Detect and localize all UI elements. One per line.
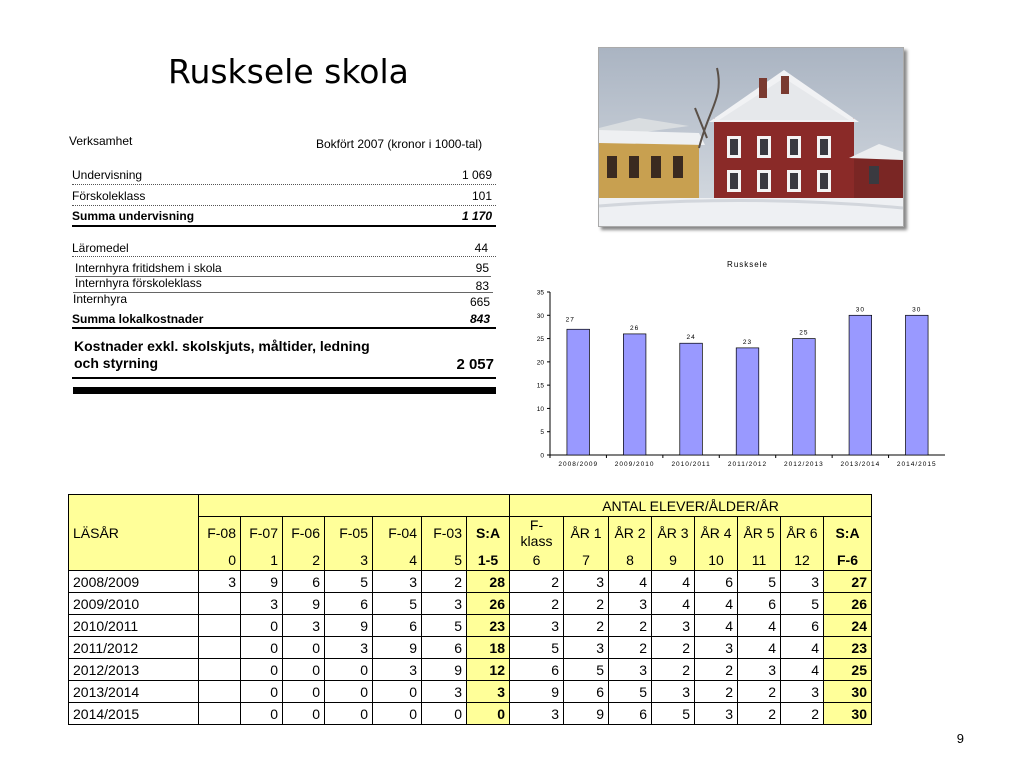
age-header-cell: 9 (652, 549, 695, 571)
age-header-cell: 2 (283, 549, 325, 571)
group-header-cell: ÅR 6 (781, 517, 824, 550)
table-cell: 6 (283, 571, 325, 593)
table-cell: 6 (373, 615, 422, 637)
page-number: 9 (956, 731, 964, 746)
table-cell: 3 (283, 615, 325, 637)
finance-total-label-line1: Kostnader exkl. skolskjuts, måltider, ledning (74, 338, 370, 354)
table-cell: 2 (510, 571, 564, 593)
table-cell: 9 (283, 593, 325, 615)
bar-value-label: 25 (799, 329, 809, 337)
table-cell (199, 703, 241, 725)
table-row (69, 637, 872, 659)
finance-row-value: 44 (474, 241, 488, 255)
chart-bar (567, 329, 590, 455)
table-cell: 3 (510, 615, 564, 637)
finance-subtotal-row (72, 209, 496, 227)
table-cell: 3 (564, 571, 609, 593)
table-cell: 6 (738, 593, 781, 615)
group-header-cell: F-klass (510, 517, 564, 550)
group-header-cell: F-03 (422, 517, 467, 550)
chart-bar (849, 315, 872, 455)
finance-row-label: Internhyra fritidshem i skola (75, 261, 222, 275)
table-cell: 4 (738, 637, 781, 659)
table-cell: 4 (652, 593, 695, 615)
table-row (69, 659, 872, 681)
finance-total-value: 2 057 (456, 356, 494, 373)
table-cell: 3 (510, 703, 564, 725)
table-cell: 28 (467, 571, 510, 593)
table-cell: 23 (467, 615, 510, 637)
table-cell: 0 (467, 703, 510, 725)
table-cell: 2 (422, 571, 467, 593)
group-header-cell: F-07 (241, 517, 283, 550)
row-year: 2014/2015 (69, 703, 199, 725)
table-cell: 3 (422, 681, 467, 703)
table-cell: 2 (781, 703, 824, 725)
finance-bottom-bar (73, 387, 496, 394)
table-cell: 3 (609, 659, 652, 681)
table-cell: 2 (695, 659, 738, 681)
row-year: 2008/2009 (69, 571, 199, 593)
table-cell: 3 (467, 681, 510, 703)
table-cell: 0 (241, 681, 283, 703)
chart-bar (906, 315, 929, 455)
finance-row-value: 1 170 (461, 209, 492, 223)
finance-row (75, 261, 491, 275)
table-cell: 2 (564, 615, 609, 637)
table-cell: 0 (241, 615, 283, 637)
table-cell: 0 (325, 681, 373, 703)
table-cell: 0 (241, 637, 283, 659)
table-cell: 3 (422, 593, 467, 615)
table-cell: 9 (564, 703, 609, 725)
table-cell: 4 (695, 593, 738, 615)
table-header-row (69, 495, 872, 517)
table-cell: 3 (652, 615, 695, 637)
age-header-cell: 12 (781, 549, 824, 571)
table-cell: 6 (325, 593, 373, 615)
table-cell: 0 (373, 681, 422, 703)
table-cell: 3 (609, 593, 652, 615)
table-cell: 0 (325, 703, 373, 725)
table-cell: 2 (652, 637, 695, 659)
table-cell: 3 (781, 571, 824, 593)
y-tick-label: 30 (536, 312, 544, 320)
table-cell: 3 (373, 659, 422, 681)
table-cell: 9 (422, 659, 467, 681)
table-cell: 9 (510, 681, 564, 703)
chart-bar (680, 343, 703, 455)
y-tick-label: 0 (540, 452, 544, 460)
y-tick-label: 25 (536, 336, 544, 344)
table-cell: 3 (325, 637, 373, 659)
table-cell: 3 (738, 659, 781, 681)
table-cell: 12 (467, 659, 510, 681)
x-tick-label: 2012/2013 (784, 461, 824, 468)
table-cell: 6 (695, 571, 738, 593)
bar-value-label: 26 (630, 324, 640, 332)
finance-row (72, 241, 496, 257)
age-header-cell: 10 (695, 549, 738, 571)
table-cell: 27 (824, 571, 872, 593)
school-photo-illustration (599, 48, 903, 226)
table-cell: 0 (241, 703, 283, 725)
age-header-cell: 0 (199, 549, 241, 571)
age-header-cell: 11 (738, 549, 781, 571)
y-tick-label: 10 (536, 405, 544, 413)
finance-row-label: Läromedel (72, 241, 129, 255)
finance-row-value: 83 (475, 279, 489, 293)
group-header-cell: ÅR 3 (652, 517, 695, 550)
group-header-cell: S:A (824, 517, 872, 550)
bar-value-label: 30 (912, 306, 922, 314)
finance-row-label: Internhyra (73, 292, 128, 306)
chart-bar (623, 334, 646, 455)
table-cell: 5 (652, 703, 695, 725)
chart-bar (793, 339, 816, 455)
table-cell: 2 (738, 703, 781, 725)
table-cell: 0 (325, 659, 373, 681)
finance-header-booked: Bokfört 2007 (kronor i 1000-tal) (316, 137, 483, 151)
group-header-cell: F-04 (373, 517, 422, 550)
bar-value-label: 30 (855, 306, 865, 314)
finance-total-label (74, 338, 494, 372)
age-header-cell: F-6 (824, 549, 872, 571)
table-cell: 0 (283, 659, 325, 681)
table-cell: 4 (695, 615, 738, 637)
table-cell: 23 (824, 637, 872, 659)
table-row (69, 681, 872, 703)
age-header-cell: 3 (325, 549, 373, 571)
group-header-cell: F-06 (283, 517, 325, 550)
x-tick-label: 2010/2011 (671, 461, 711, 468)
table-cell: 2 (738, 681, 781, 703)
table-cell: 5 (781, 593, 824, 615)
age-header-cell: 5 (422, 549, 467, 571)
table-cell: 0 (283, 681, 325, 703)
table-cell: 6 (422, 637, 467, 659)
table-cell (199, 637, 241, 659)
group-header-cell: F-08 (199, 517, 241, 550)
table-cell: 4 (738, 615, 781, 637)
table-cell: 6 (781, 615, 824, 637)
age-header-cell: 6 (510, 549, 564, 571)
finance-row (73, 292, 493, 308)
finance-subtotal-row (72, 312, 496, 329)
table-cell (199, 659, 241, 681)
finance-row-label: Summa lokalkostnader (72, 312, 204, 326)
table-cell: 3 (781, 681, 824, 703)
table-cell: 4 (652, 571, 695, 593)
table-cell: 26 (467, 593, 510, 615)
finance-row-value: 95 (475, 261, 489, 275)
table-cell: 0 (241, 659, 283, 681)
y-tick-label: 15 (536, 382, 544, 390)
table-row (69, 703, 872, 725)
table-row (69, 571, 872, 593)
page-title: Rusksele skola (168, 52, 409, 91)
finance-total-divider (72, 377, 496, 379)
row-year: 2012/2013 (69, 659, 199, 681)
x-tick-label: 2011/2012 (727, 461, 768, 468)
table-cell: 26 (824, 593, 872, 615)
table-cell: 2 (564, 593, 609, 615)
finance-row-label: Förskoleklass (72, 189, 146, 203)
table-cell (199, 681, 241, 703)
group-header-cell: ÅR 2 (609, 517, 652, 550)
row-year: 2011/2012 (69, 637, 199, 659)
finance-row (72, 189, 496, 206)
group-header-cell: ÅR 5 (738, 517, 781, 550)
table-cell: 3 (241, 593, 283, 615)
group-header-cell: ÅR 4 (695, 517, 738, 550)
table-cell: 0 (283, 637, 325, 659)
table-cell: 5 (422, 615, 467, 637)
table-cell: 6 (564, 681, 609, 703)
finance-row-label: Internhyra förskoleklass (75, 276, 202, 290)
table-cell: 3 (199, 571, 241, 593)
row-year: 2009/2010 (69, 593, 199, 615)
bar-value-label: 27 (565, 316, 575, 324)
table-cell: 3 (652, 681, 695, 703)
table-cell: 0 (422, 703, 467, 725)
table-cell: 6 (510, 659, 564, 681)
table-cell: 5 (325, 571, 373, 593)
school-photo (598, 47, 904, 227)
table-cell: 5 (373, 593, 422, 615)
finance-row-value: 1 069 (461, 168, 492, 182)
y-tick-label: 5 (540, 429, 544, 437)
finance-row-value: 843 (469, 312, 490, 326)
table-cell: 30 (824, 703, 872, 725)
chart-bar (736, 348, 759, 455)
table-cell: 3 (373, 571, 422, 593)
table-cell: 5 (564, 659, 609, 681)
chart-svg (530, 252, 950, 472)
table-cell: 4 (781, 637, 824, 659)
students-bar-chart (530, 252, 950, 472)
student-count-table (68, 494, 872, 725)
bar-value-label: 24 (686, 334, 696, 342)
table-cell: 3 (695, 637, 738, 659)
table-cell: 4 (609, 571, 652, 593)
table-cell: 25 (824, 659, 872, 681)
header-blank (199, 495, 510, 517)
bar-value-label: 23 (742, 338, 753, 346)
table-cell: 3 (564, 637, 609, 659)
y-tick-label: 20 (536, 359, 544, 367)
finance-row-value: 665 (469, 295, 490, 309)
age-header-cell: 1 (241, 549, 283, 571)
table-cell: 2 (609, 615, 652, 637)
age-header-cell: 8 (609, 549, 652, 571)
table-cell (199, 593, 241, 615)
x-tick-label: 2009/2010 (614, 461, 655, 468)
finance-row (75, 276, 491, 291)
table-row (69, 593, 872, 615)
group-header-cell: ÅR 1 (564, 517, 609, 550)
row-year: 2010/2011 (69, 615, 199, 637)
finance-total-label-line2: och styrning (74, 355, 159, 371)
table-cell: 0 (373, 703, 422, 725)
table-cell: 5 (738, 571, 781, 593)
finance-row-label: Summa undervisning (72, 209, 195, 223)
table-cell: 9 (373, 637, 422, 659)
x-tick-label: 2014/2015 (896, 461, 937, 468)
group-header-cell: S:A (467, 517, 510, 550)
table-cell: 2 (609, 637, 652, 659)
table-cell: 5 (609, 681, 652, 703)
table-row (69, 615, 872, 637)
table-cell: 0 (283, 703, 325, 725)
table-cell: 24 (824, 615, 872, 637)
table-cell: 9 (241, 571, 283, 593)
table-cell: 2 (652, 659, 695, 681)
chart-title: Rusksele (727, 260, 768, 269)
finance-row-value: 101 (471, 189, 492, 203)
age-header-cell: 7 (564, 549, 609, 571)
header-lasar: LÄSÅR (69, 495, 199, 571)
row-year: 2013/2014 (69, 681, 199, 703)
group-header-cell: F-05 (325, 517, 373, 550)
age-header-cell: 4 (373, 549, 422, 571)
age-header-cell: 1-5 (467, 549, 510, 571)
x-tick-label: 2008/2009 (558, 461, 599, 468)
table-cell: 3 (695, 703, 738, 725)
table-cell: 5 (510, 637, 564, 659)
table-cell: 4 (781, 659, 824, 681)
y-tick-label: 35 (536, 289, 544, 297)
table-cell: 6 (609, 703, 652, 725)
header-antal: ANTAL ELEVER/ÅLDER/ÅR (510, 495, 872, 517)
table-cell: 30 (824, 681, 872, 703)
table-cell: 2 (510, 593, 564, 615)
table-cell: 9 (325, 615, 373, 637)
x-tick-label: 2013/2014 (840, 461, 881, 468)
finance-row (72, 168, 496, 185)
table-cell (199, 615, 241, 637)
table-cell: 2 (695, 681, 738, 703)
table-cell: 18 (467, 637, 510, 659)
finance-row-label: Undervisning (72, 168, 143, 182)
finance-header-activity: Verksamhet (69, 134, 133, 148)
